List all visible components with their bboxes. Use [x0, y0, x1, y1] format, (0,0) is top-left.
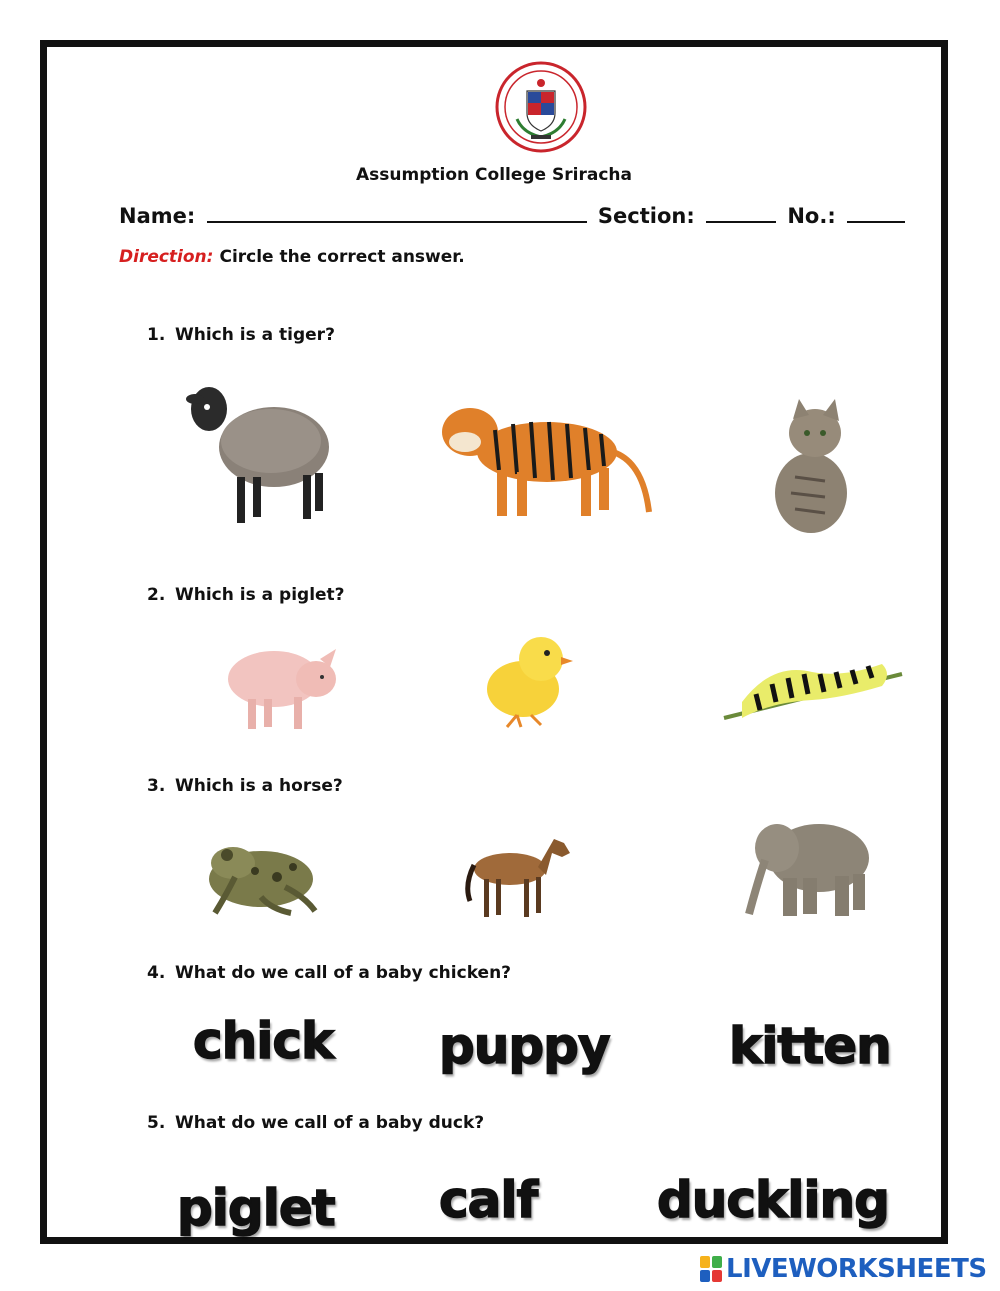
section-label: Section:	[597, 204, 695, 228]
question-text: What do we call of a baby chicken?	[175, 963, 512, 983]
direction-line	[119, 247, 465, 267]
horse-image[interactable]	[462, 827, 572, 919]
question-text: Which is a piglet?	[175, 585, 345, 605]
elephant-image[interactable]	[745, 812, 875, 920]
section-field[interactable]	[706, 203, 776, 223]
answer-choice-puppy[interactable]: puppy	[439, 1017, 610, 1075]
answer-choice-chick[interactable]: chick	[193, 1012, 334, 1070]
answer-choice-duckling[interactable]: duckling	[657, 1171, 889, 1229]
chick-image[interactable]	[477, 629, 577, 729]
answer-choice-calf[interactable]: calf	[439, 1171, 538, 1229]
name-label: Name:	[119, 204, 196, 228]
question-1	[147, 325, 335, 345]
worksheet-page	[40, 40, 948, 1244]
name-field[interactable]	[207, 203, 587, 223]
frog-image[interactable]	[205, 837, 327, 919]
number-label: No.:	[787, 204, 836, 228]
liveworksheets-footer	[700, 1254, 987, 1284]
question-text: Which is a tiger?	[175, 325, 335, 345]
cat-image[interactable]	[765, 397, 855, 537]
question-number: 3.	[147, 776, 166, 796]
question-5	[147, 1113, 484, 1133]
caterpillar-image[interactable]	[722, 652, 904, 724]
liveworksheets-brand[interactable]: LIVEWORKSHEETS	[726, 1254, 987, 1284]
direction-label: Direction:	[119, 247, 214, 267]
number-field[interactable]	[847, 203, 905, 223]
school-name: Assumption College Sriracha	[356, 165, 632, 185]
question-text: What do we call of a baby duck?	[175, 1113, 485, 1133]
direction-text: Circle the correct answer.	[219, 247, 465, 267]
question-text: Which is a horse?	[175, 776, 343, 796]
answer-choice-kitten[interactable]: kitten	[729, 1017, 891, 1075]
question-3	[147, 776, 343, 796]
question-number: 4.	[147, 963, 166, 983]
liveworksheets-logo-icon	[700, 1256, 722, 1282]
question-number: 5.	[147, 1113, 166, 1133]
question-2	[147, 585, 345, 605]
question-number: 1.	[147, 325, 166, 345]
answer-choice-piglet[interactable]: piglet	[177, 1179, 335, 1237]
question-4	[147, 963, 511, 983]
tiger-image[interactable]	[435, 392, 657, 522]
school-crest-logo	[495, 61, 587, 153]
student-info-row	[119, 203, 909, 228]
sheep-image[interactable]	[179, 377, 339, 527]
piglet-image[interactable]	[222, 635, 342, 735]
question-number: 2.	[147, 585, 166, 605]
